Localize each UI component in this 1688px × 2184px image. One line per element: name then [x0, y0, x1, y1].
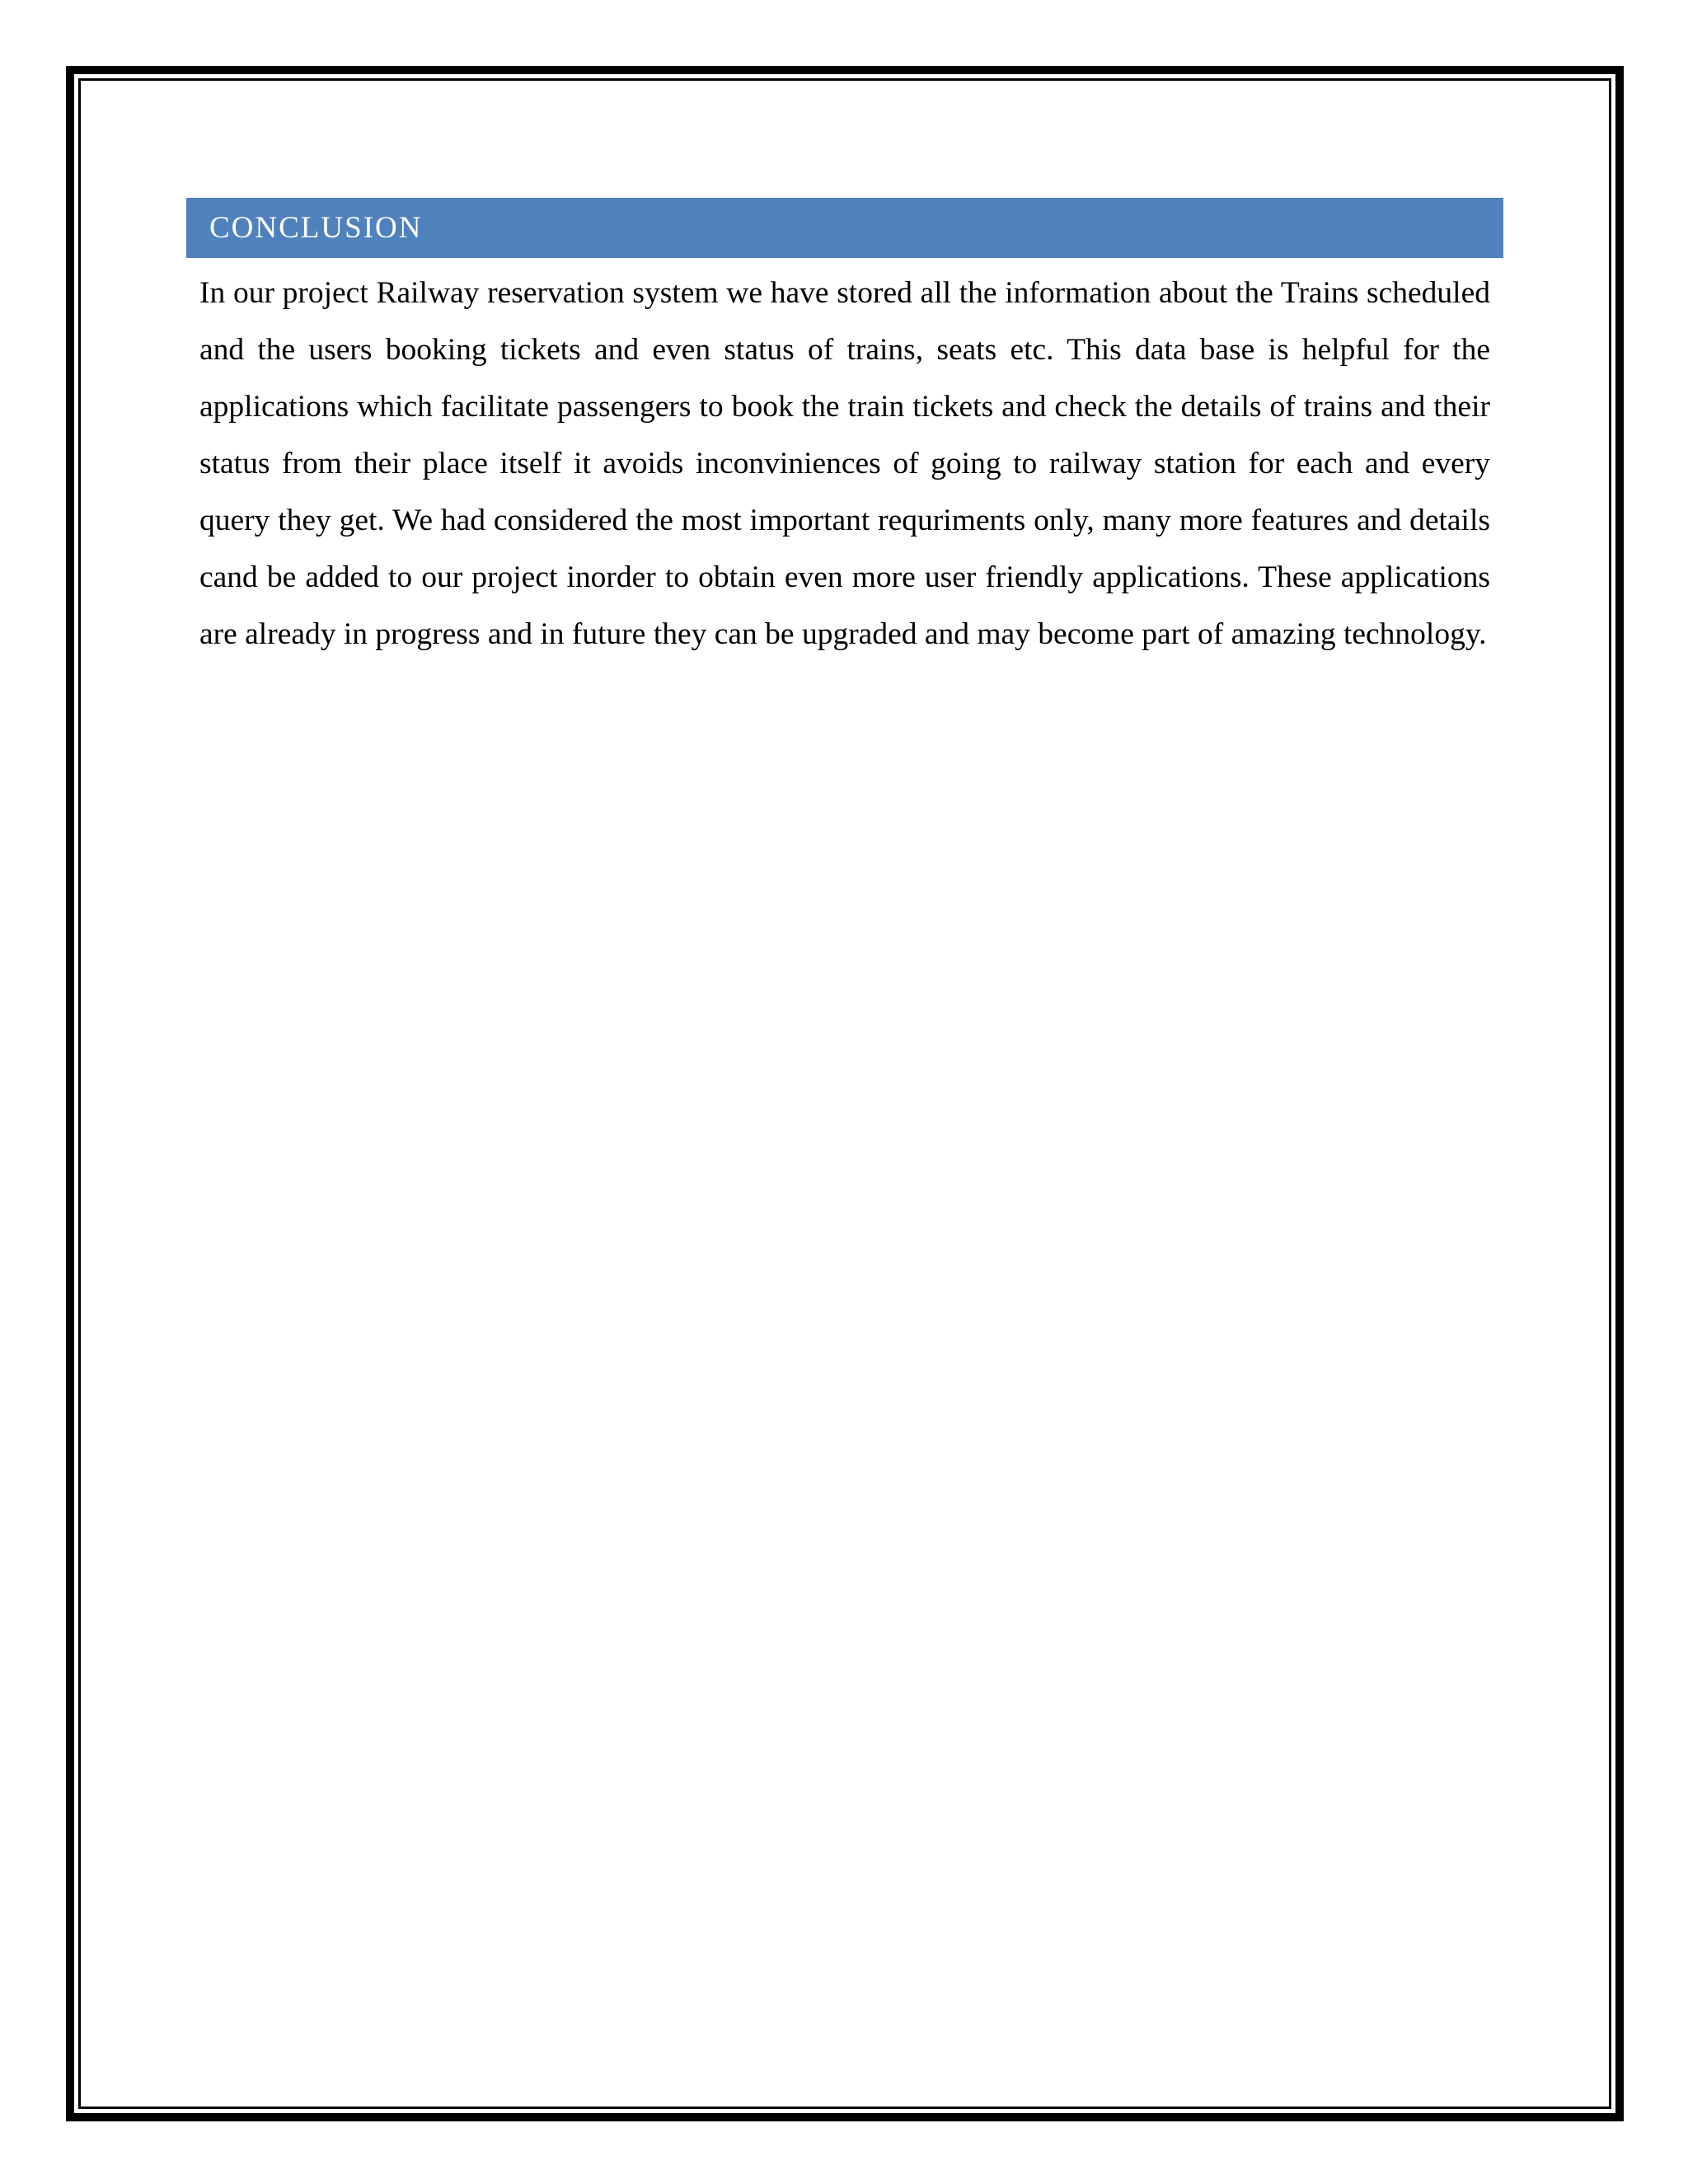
section-heading: CONCLUSION	[209, 211, 423, 245]
document-content	[186, 198, 1503, 663]
section-heading-bar	[186, 198, 1503, 258]
conclusion-paragraph: In our project Railway reservation system we have stored all the information about the Trains scheduled and the users booking tickets and even status of trains, seats etc. This data base is helpful for the applications which facilitate passengers to book the train tickets and check the details of trains and their status from their place itself it avoids inconviniences of going to railway station for each and every query they get. We had considered the most important requriments only, many more features and details cand be added to our project inorder to obtain even more user friendly applications. These applications are already in progress and in future they can be upgraded and may become part of amazing technology.	[199, 276, 1490, 651]
